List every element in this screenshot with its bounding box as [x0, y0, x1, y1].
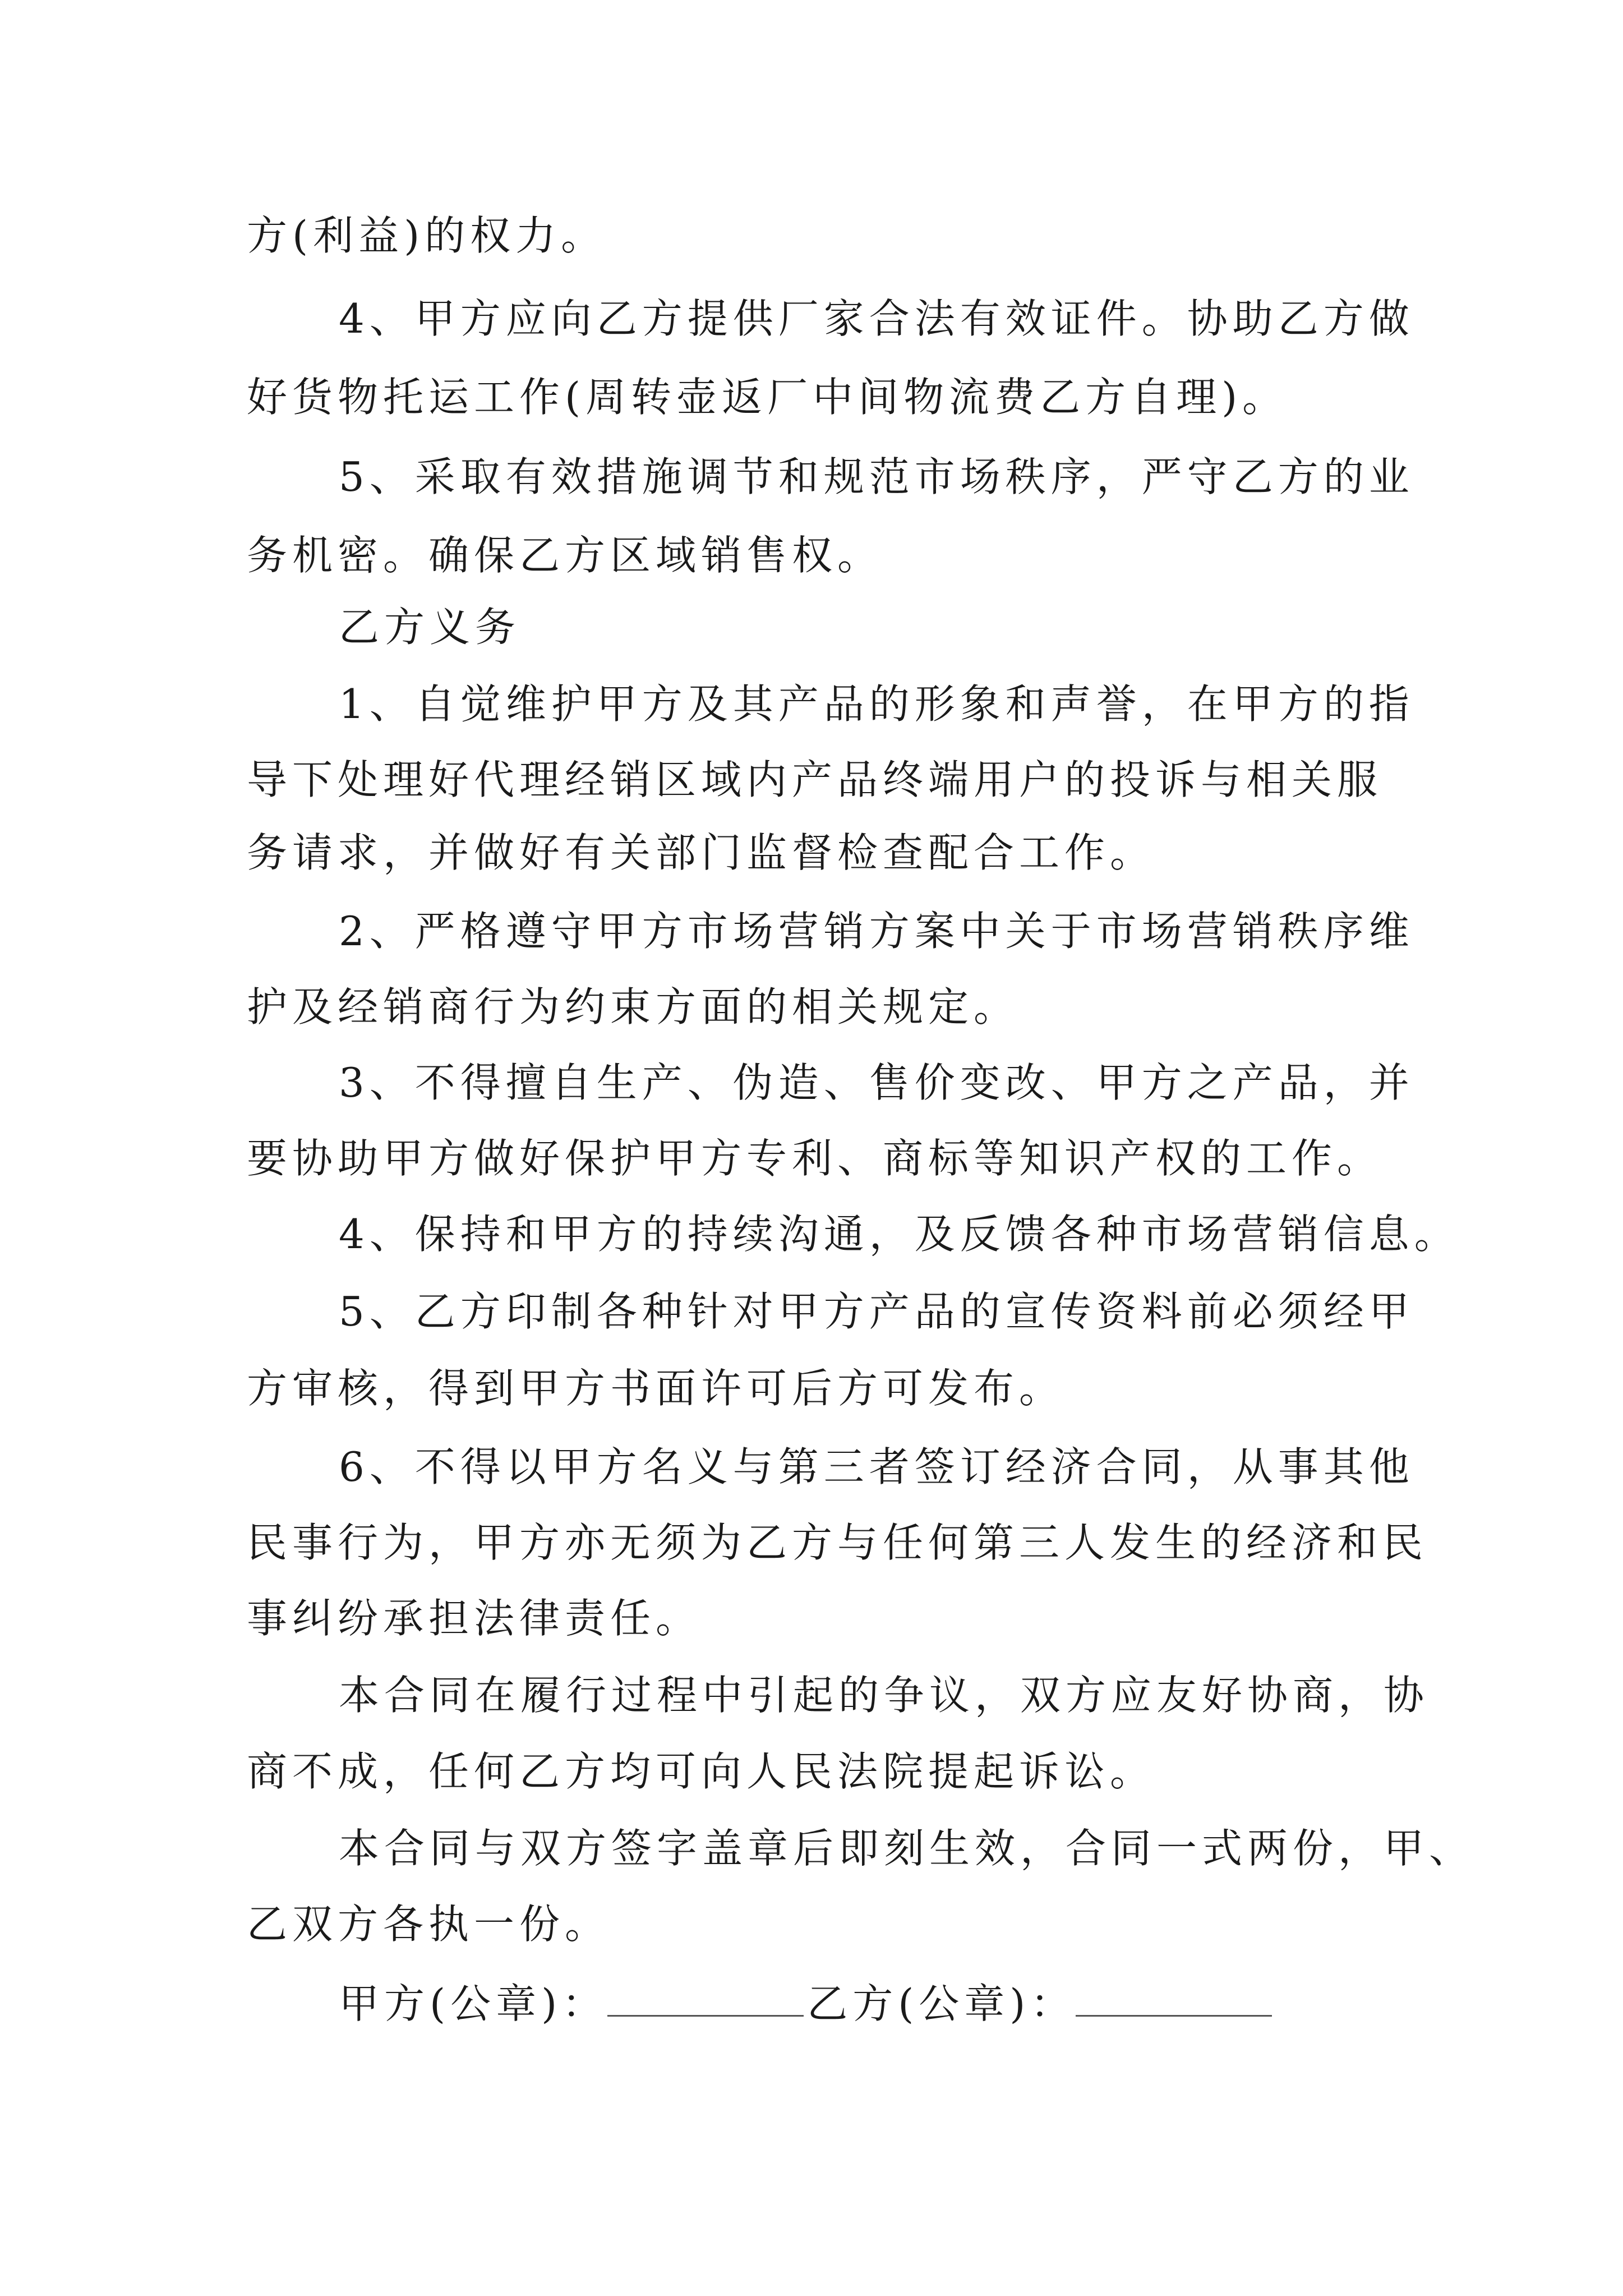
- text-line: 民事行为，甲方亦无须为乙方与任何第三人发生的经济和民: [247, 1519, 1428, 1566]
- text-line: 方(利益)的权力。: [247, 212, 607, 259]
- party-b-signature-blank[interactable]: [1076, 1970, 1272, 2017]
- text-line: 务请求，并做好有关部门监督检查配合工作。: [247, 829, 1156, 876]
- text-line: 护及经销商行为约束方面的相关规定。: [247, 983, 1020, 1030]
- text-line: 事纠纷承担法律责任。: [247, 1595, 702, 1642]
- party-a-seal-label: 甲方(公章)：: [339, 1980, 608, 2027]
- text-line: 务机密。确保乙方区域销售权。: [247, 532, 883, 579]
- paragraph-line: 4、甲方应向乙方提供厂家合法有效证件。协助乙方做: [339, 295, 1414, 342]
- paragraph-line: 2、严格遵守甲方市场营销方案中关于市场营销秩序维: [339, 908, 1414, 955]
- text-line: 要协助甲方做好保护甲方专利、商标等知识产权的工作。: [247, 1135, 1383, 1182]
- text-line: 导下处理好代理经销区域内产品终端用户的投诉与相关服: [247, 756, 1383, 803]
- paragraph-line: 6、不得以甲方名义与第三者签订经济合同，从事其他: [339, 1443, 1414, 1490]
- paragraph-line: 4、保持和甲方的持续沟通，及反馈各种市场营销信息。: [339, 1211, 1460, 1258]
- paragraph-line: 3、不得擅自生产、伪造、售价变改、甲方之产品，并: [339, 1059, 1414, 1106]
- paragraph-line: 本合同在履行过程中引起的争议，双方应友好协商，协: [339, 1672, 1430, 1719]
- paragraph-line: 1、自觉维护甲方及其产品的形象和声誉，在甲方的指: [339, 680, 1414, 728]
- text-line: 好货物托运工作(周转壶返厂中间物流费乙方自理)。: [247, 374, 1288, 421]
- section-heading: 乙方义务: [339, 604, 521, 651]
- party-b-seal-label: 乙方(公章)：: [807, 1980, 1076, 2027]
- text-line: 方审核，得到甲方书面许可后方可发布。: [247, 1365, 1065, 1412]
- text-line: 商不成，任何乙方均可向人民法院提起诉讼。: [247, 1748, 1156, 1795]
- paragraph-line: 5、乙方印制各种针对甲方产品的宣传资料前必须经甲: [339, 1288, 1414, 1335]
- paragraph-line: 5、采取有效措施调节和规范市场秩序，严守乙方的业: [339, 453, 1414, 500]
- party-a-signature-blank[interactable]: [607, 1970, 804, 2017]
- text-line: 乙双方各执一份。: [247, 1901, 611, 1948]
- paragraph-line: 本合同与双方签字盖章后即刻生效，合同一式两份，甲、: [339, 1825, 1475, 1872]
- signature-line: [339, 1970, 1275, 2037]
